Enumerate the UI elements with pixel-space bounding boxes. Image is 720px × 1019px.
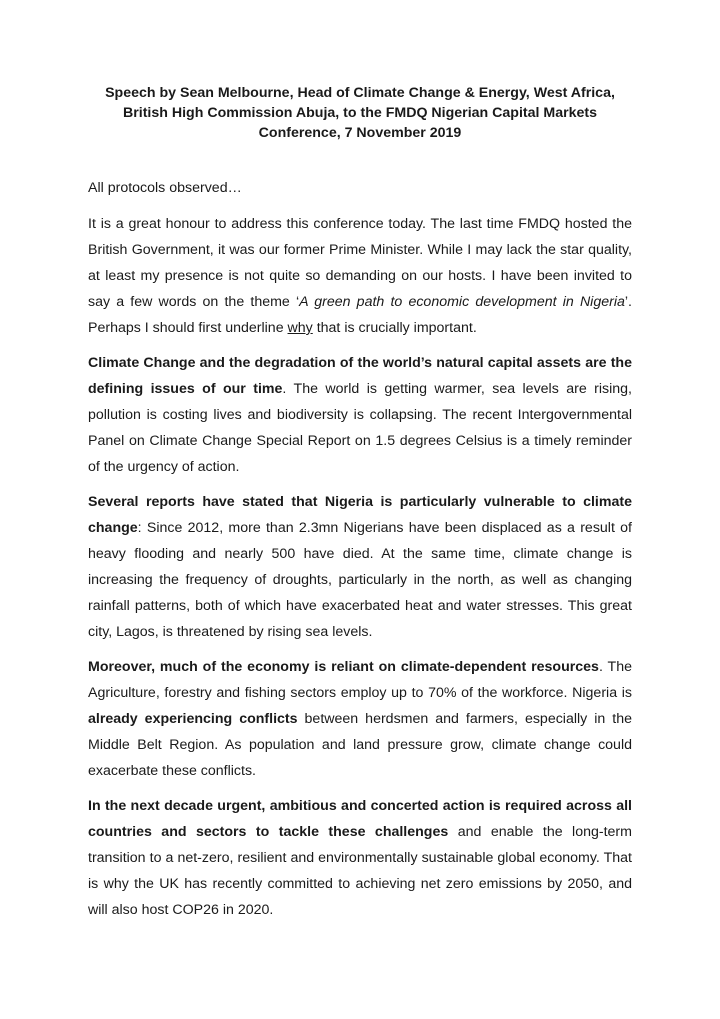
paragraph-intro [88, 211, 632, 341]
bold-lead: Climate Change and the degradation of the world’s natural capital assets are the defining issues of our time [88, 355, 632, 397]
bold-lead: Several reports have stated that Nigeria is particularly vulnerable to climate change [88, 494, 632, 536]
bold-phrase: already experiencing conflicts [88, 711, 298, 727]
bold-lead: In the next decade urgent, ambitious and concerted action is required across all countries and sectors to tackle these challenges [88, 798, 632, 840]
paragraph-next-decade [88, 793, 632, 923]
paragraph-text: between herdsmen and farmers, especially in the Middle Belt Region. As population and land pressure grow, climate change could exacerbate these conflicts. [88, 711, 632, 779]
paragraph-economy [88, 654, 632, 784]
title-line: Conference, 7 November 2019 [258, 125, 462, 141]
theme-phrase: A green path to economic development in Nigeria [299, 294, 625, 310]
paragraph-text: . The Agriculture, forestry and fishing sectors employ up to 70% of the workforce. Nigeria is [88, 659, 632, 701]
title-line: British High Commission Abuja, to the FMDQ Nigerian Capital Markets [122, 105, 598, 121]
paragraph-text: ’. Perhaps I should first underline [88, 294, 632, 336]
opening-line: All protocols observed… [88, 180, 242, 196]
speech-title [88, 83, 632, 143]
bold-lead: Moreover, much of the economy is reliant on climate-dependent resources [88, 659, 599, 675]
title-line: Speech by Sean Melbourne, Head of Climate Change & Energy, West Africa, [105, 85, 615, 101]
speech-body [88, 175, 632, 932]
paragraph-climate-change [88, 350, 632, 480]
underlined-word: why [287, 320, 313, 336]
paragraph-text: . The world is getting warmer, sea levels are rising, pollution is costing lives and biodiversity is collapsing. The recent Intergovernmental Panel on Climate Change Special Report on 1.5 degrees Celsius is a timely reminder of the urgency of action. [88, 381, 632, 475]
paragraph-text: : Since 2012, more than 2.3mn Nigerians have been displaced as a result of heavy flooding and nearly 500 have died. At the same time, climate change is increasing the frequency of droughts, particularly in the north, as well as changing rainfall patterns, both of which have exacerbated heat and water stresses. This great city, Lagos, is threatened by rising sea levels. [88, 520, 632, 640]
paragraph-nigeria-vulnerability [88, 489, 632, 645]
paragraph-text: and enable the long-term transition to a net-zero, resilient and environmentally sustainable global economy. That is why the UK has recently committed to achieving net zero emissions by 2050, and will also host COP26 in 2020. [88, 824, 632, 918]
paragraph-text: It is a great honour to address this conference today. The last time FMDQ hosted the British Government, it was our former Prime Minister. While I may lack the star quality, at least my presence is not quite so demanding on our hosts. I have been invited to say a few words on the theme ‘ [88, 216, 632, 310]
paragraph-text: that is crucially important. [312, 320, 477, 336]
